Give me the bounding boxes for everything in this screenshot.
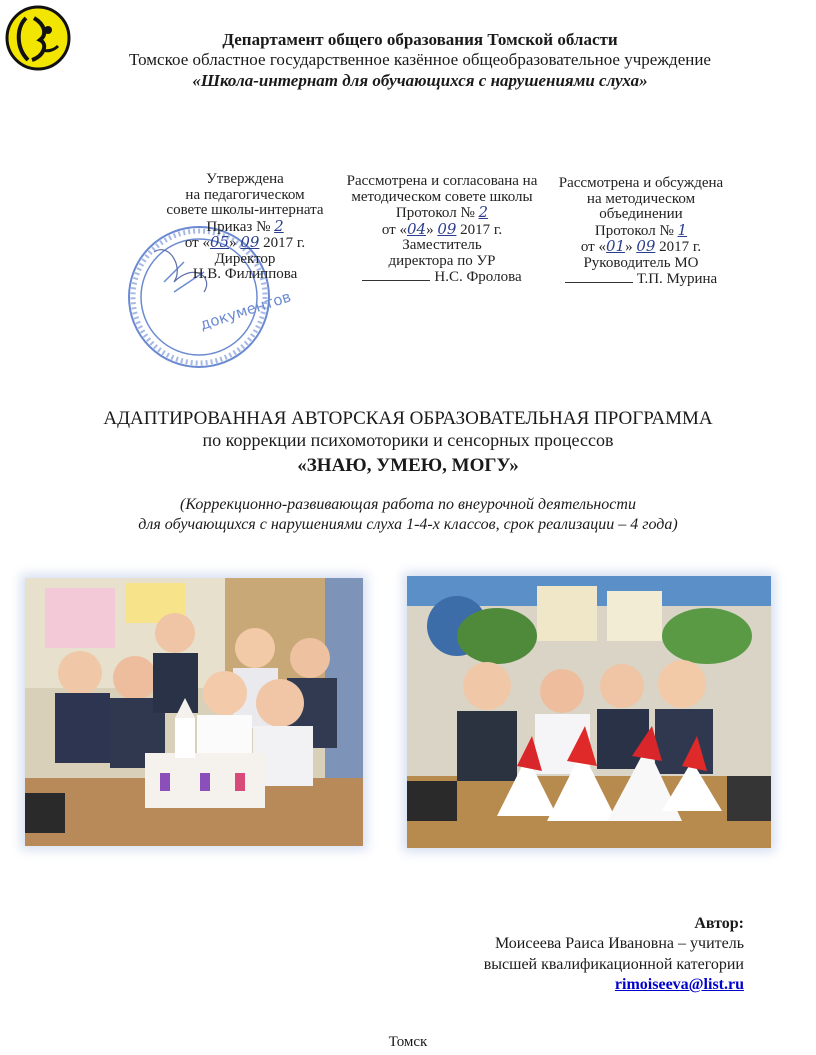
photo-children-castle-image bbox=[25, 578, 363, 846]
order-number: 2 bbox=[274, 216, 284, 235]
signature-mark bbox=[362, 269, 430, 281]
date-mid: » bbox=[426, 221, 434, 238]
approval-line: совете школы-интерната bbox=[166, 202, 324, 218]
program-name: «ЗНАЮ, УМЕЮ, МОГУ» bbox=[297, 455, 519, 476]
date-month: 09 bbox=[437, 219, 457, 238]
author-email-link[interactable]: rimoiseeva@list.ru bbox=[614, 976, 744, 993]
school-logo-icon bbox=[4, 4, 72, 72]
date-day: 04 bbox=[406, 219, 427, 238]
approval-method-council bbox=[336, 174, 548, 286]
approval-method-union bbox=[546, 176, 736, 288]
author-name: Моисеева Раиса Ивановна – учитель bbox=[494, 935, 744, 952]
date-suffix: 2017 г. bbox=[659, 239, 702, 255]
role: Заместитель bbox=[402, 237, 482, 253]
date-line bbox=[150, 235, 340, 252]
photo-children-castle bbox=[25, 578, 363, 846]
program-title: АДАПТИРОВАННАЯ АВТОРСКАЯ ОБРАЗОВАТЕЛЬНАЯ ПРОГРАММА bbox=[103, 408, 713, 429]
photo-children-origami-image bbox=[407, 576, 771, 848]
date-day: 01 bbox=[605, 237, 626, 255]
photo-children-origami bbox=[407, 576, 771, 848]
institution-name: «Школа-интернат для обучающихся с нарушениями слуха» bbox=[192, 71, 648, 90]
signature-mark bbox=[565, 271, 633, 283]
city: Томск bbox=[388, 1034, 428, 1050]
institution-type: Томское областное государственное казённое общеобразовательное учреждение bbox=[129, 50, 711, 69]
date-month: 09 bbox=[240, 233, 260, 251]
order-prefix: Протокол № bbox=[594, 222, 674, 239]
date-month: 09 bbox=[636, 237, 656, 255]
date-mid: » bbox=[625, 239, 633, 255]
program-description: для обучающихся с нарушениями слуха 1-4-х классов, срок реализации – 4 года) bbox=[138, 516, 678, 533]
signature-line bbox=[336, 269, 548, 286]
approval-line: методическом совете школы bbox=[351, 188, 533, 205]
date-suffix: 2017 г. bbox=[460, 221, 503, 238]
order-prefix: Приказ № bbox=[206, 218, 271, 235]
role: Руководитель МО bbox=[583, 254, 699, 271]
date-suffix: 2017 г. bbox=[263, 235, 306, 251]
date-mid: » bbox=[229, 235, 237, 251]
stamp-text: документов bbox=[197, 287, 294, 334]
approval-line: объединении bbox=[599, 206, 683, 222]
role: директора по УР bbox=[388, 252, 496, 269]
signatory-name: Н.В. Филиппова bbox=[192, 266, 298, 282]
approval-line: на методическом bbox=[586, 190, 696, 207]
program-subtitle: по коррекции психомоторики и сенсорных процессов bbox=[202, 430, 614, 450]
author-qualification: высшей квалификационной категории bbox=[483, 956, 744, 973]
approval-line: на педагогическом bbox=[185, 186, 305, 203]
order-number: 2 bbox=[478, 203, 489, 221]
date-prefix: от « bbox=[381, 221, 407, 238]
date-prefix: от « bbox=[580, 239, 606, 255]
order-prefix: Протокол № bbox=[395, 205, 475, 221]
approval-director bbox=[150, 172, 340, 283]
signatory-name: Т.П. Мурина bbox=[636, 271, 718, 287]
date-line bbox=[336, 219, 548, 239]
program-description: (Коррекционно-развивающая работа по внеурочной деятельности bbox=[180, 496, 636, 513]
approval-line: Рассмотрена и обсуждена bbox=[558, 175, 724, 191]
signature-line bbox=[546, 271, 736, 288]
order-number: 1 bbox=[677, 220, 688, 239]
date-line bbox=[546, 239, 736, 256]
signatory-name: Н.С. Фролова bbox=[434, 269, 522, 285]
role: Директор bbox=[214, 250, 276, 267]
date-prefix: от « bbox=[184, 235, 210, 251]
department-name: Департамент общего образования Томской области bbox=[222, 30, 618, 49]
author-label: Автор: bbox=[694, 915, 744, 932]
approval-line: Рассмотрена и согласована на bbox=[346, 173, 538, 189]
approval-line: Утверждена bbox=[206, 171, 284, 187]
date-day: 05 bbox=[209, 233, 230, 251]
